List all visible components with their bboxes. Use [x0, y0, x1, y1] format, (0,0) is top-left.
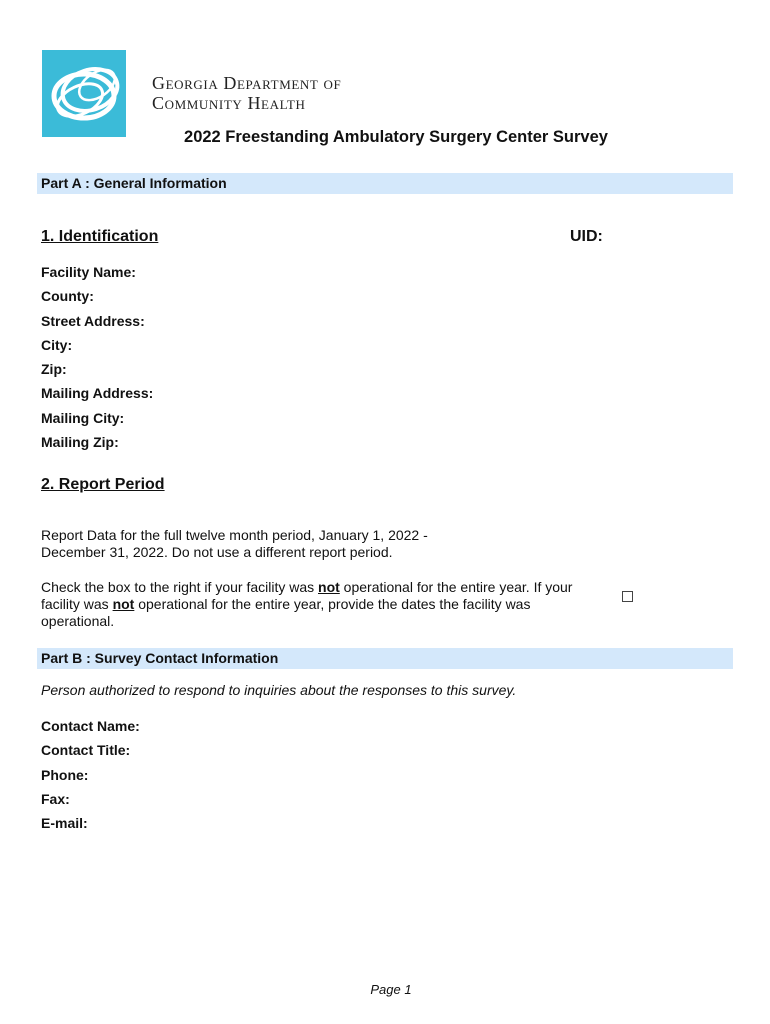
not-emphasis-2: not [112, 596, 135, 612]
identification-fields [41, 263, 153, 457]
email-label: E-mail: [41, 815, 88, 832]
part-b-header: Part B : Survey Contact Information [37, 648, 733, 669]
contact-instruction: Person authorized to respond to inquiries about the responses to this survey. [41, 682, 517, 698]
org-name [152, 73, 341, 113]
city-label: City: [41, 336, 73, 353]
gdch-logo-icon [42, 50, 126, 137]
not-operational-text-c: operational for the entire year, provide the dates the facility was operational. [41, 596, 531, 629]
county-label: County: [41, 288, 94, 305]
report-period-heading: 2. Report Period [41, 476, 165, 493]
mailing-address-label: Mailing Address: [41, 385, 154, 402]
report-period-text: Report Data for the full twelve month period, January 1, 2022 - December 31, 2022. Do not use a different report period. [41, 527, 428, 560]
org-name-line1: Georgia Department of [152, 73, 342, 93]
not-operational-text-a: Check the box to the right if your facility was [41, 579, 319, 595]
uid-label: UID: [570, 228, 603, 245]
identification-heading: 1. Identification [41, 228, 159, 245]
zip-label: Zip: [41, 361, 67, 378]
contact-name-label: Contact Name: [41, 718, 140, 734]
street-address-label: Street Address: [41, 312, 145, 329]
survey-title: 2022 Freestanding Ambulatory Surgery Center Survey [184, 128, 608, 146]
contact-fields [41, 717, 140, 838]
page-number: Page 1 [370, 982, 412, 997]
contact-title-label: Contact Title: [41, 742, 131, 759]
part-a-header: Part A : General Information [37, 173, 733, 194]
facility-name-label: Facility Name: [41, 264, 136, 280]
mailing-zip-label: Mailing Zip: [41, 434, 119, 451]
phone-label: Phone: [41, 766, 89, 783]
org-name-line2: Community Health [152, 93, 306, 113]
not-operational-checkbox[interactable] [622, 591, 633, 602]
not-operational-text [41, 579, 601, 630]
not-operational-text-b: operational for the entire year. If your facility was [41, 579, 573, 612]
mailing-city-label: Mailing City: [41, 409, 125, 426]
not-emphasis-1: not [318, 579, 340, 595]
fax-label: Fax: [41, 790, 70, 807]
